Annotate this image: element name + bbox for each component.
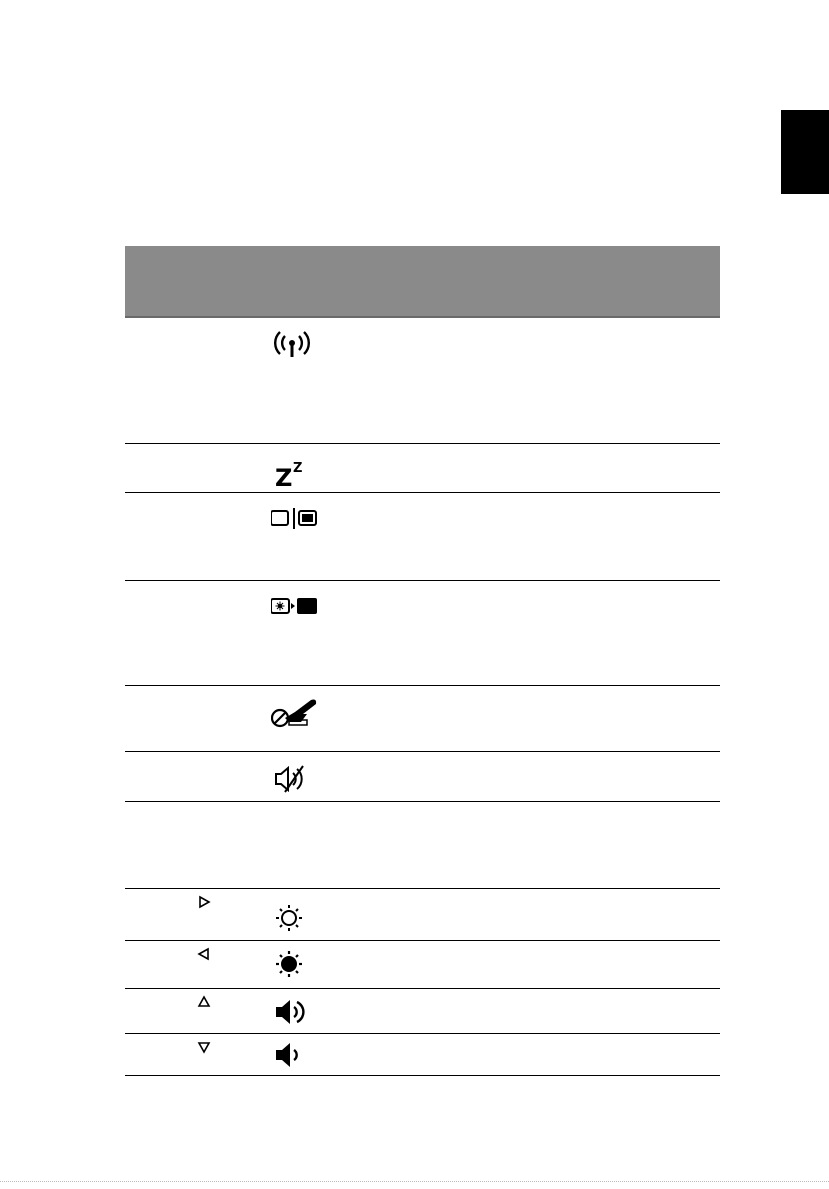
svg-text:Z: Z (293, 461, 303, 476)
table-row (125, 752, 720, 802)
chapter-edge-tab (781, 110, 829, 194)
hotkey-cell (125, 581, 245, 685)
table-row (125, 889, 720, 941)
hotkey-table (125, 246, 720, 1076)
table-row (125, 802, 720, 889)
table-row (125, 941, 720, 989)
page-bottom-rule (0, 1181, 829, 1182)
brightness-up-icon (271, 903, 313, 937)
table-row (125, 444, 720, 493)
table-row (125, 686, 720, 752)
table-row (125, 1034, 720, 1076)
table-row (125, 493, 720, 581)
table-row (125, 581, 720, 686)
hotkey-cell (125, 802, 245, 888)
table-row (125, 318, 720, 444)
table-row (125, 989, 720, 1034)
volume-up-icon (271, 997, 313, 1031)
wireless-communication-icon (271, 330, 313, 364)
up-arrow-icon (197, 995, 211, 1009)
hotkey-cell (125, 318, 245, 443)
screen-blank-icon (271, 593, 313, 627)
touchpad-toggle-icon (271, 698, 313, 732)
left-arrow-icon (197, 947, 211, 961)
volume-down-icon (271, 1040, 313, 1074)
hotkey-cell (125, 444, 245, 492)
hotkey-cell (125, 493, 245, 580)
brightness-down-icon (271, 949, 313, 983)
speaker-mute-icon (271, 764, 313, 798)
svg-text:Z: Z (275, 464, 293, 490)
down-arrow-icon (197, 1040, 211, 1054)
table-header (125, 246, 720, 318)
sleep-icon (271, 456, 313, 490)
hotkey-cell (125, 686, 245, 751)
display-toggle-icon (271, 505, 313, 539)
hotkey-cell (125, 752, 245, 801)
right-arrow-icon (197, 895, 211, 909)
